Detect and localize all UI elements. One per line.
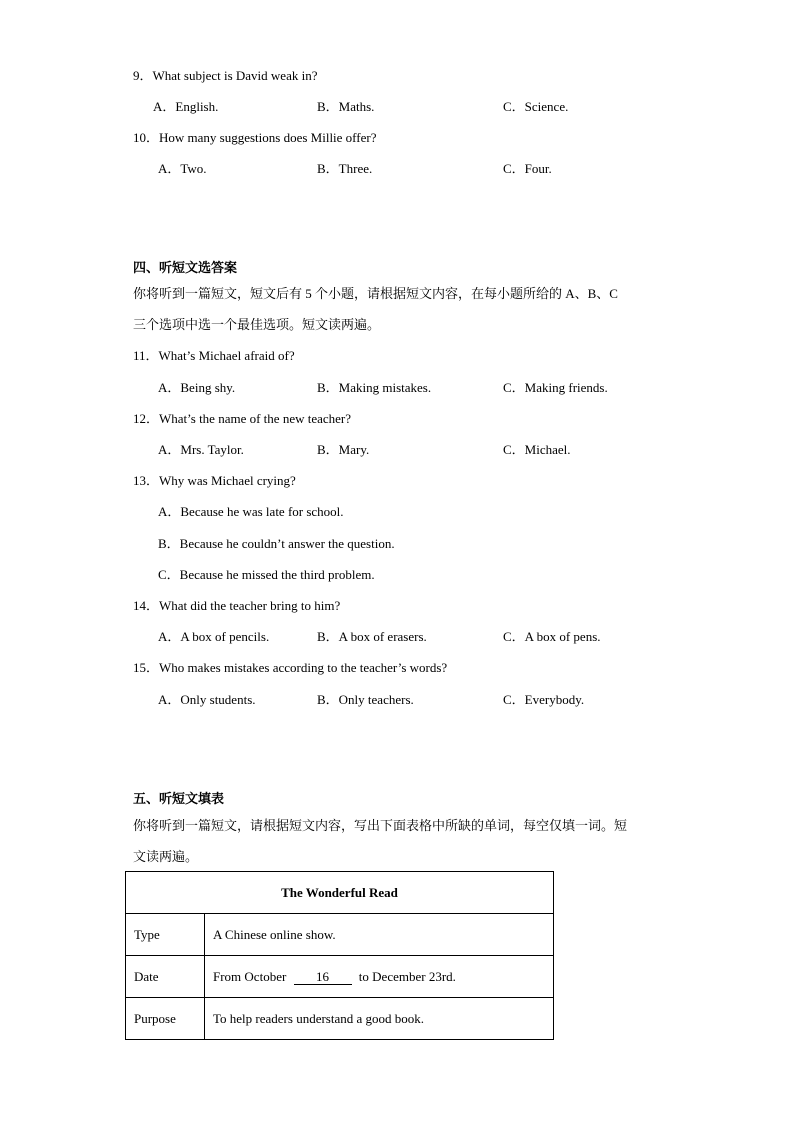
question-14-option-b: B．A box of erasers. [317,629,427,644]
question-13-option-b: B．Because he couldn’t answer the question. [158,536,395,551]
section-5-instruction-line-1: 你将听到一篇短文，请根据短文内容，写出下面表格中所缺的单词，每空仅填一词。短 [133,818,628,833]
question-14-option-c: C．A box of pens. [503,629,601,644]
section-4-heading: 四、听短文选答案 [133,260,238,275]
question-14-stem: 14．What did the teacher bring to him? [133,598,341,613]
question-15-stem: 15．Who makes mistakes according to the teacher’s words? [133,660,448,675]
question-13-stem: 13．Why was Michael crying? [133,473,296,488]
question-12-option-c: C．Michael. [503,442,571,457]
row-label-purpose: Purpose [126,998,205,1040]
date-suffix: to December 23rd. [358,968,456,984]
question-9-option-c: C．Science. [503,99,569,114]
question-11-option-a: A．Being shy. [158,380,236,395]
question-9-option-b: B．Maths. [317,99,375,114]
question-15-option-a: A．Only students. [158,692,256,707]
question-9-stem: 9．What subject is David weak in? [133,68,318,83]
date-blank-answer[interactable]: 16 [294,970,352,985]
question-9-option-a: A．English. [153,99,219,114]
table-title: The Wonderful Read [126,872,554,914]
section-4-instruction-line-2: 三个选项中选一个最佳选项。短文读两遍。 [133,317,381,332]
table-row [126,956,554,998]
section-5-instruction-line-2: 文读两遍。 [133,849,199,864]
date-prefix: From October [213,968,287,984]
row-value-date [205,956,554,998]
question-13-option-a: A．Because he was late for school. [158,504,344,519]
row-label-type: Type [126,914,205,956]
question-10-option-c: C．Four. [503,161,552,176]
question-10-option-a: A．Two. [158,161,207,176]
question-11-option-b: B．Making mistakes. [317,380,432,395]
question-11-stem: 11．What’s Michael afraid of? [133,348,295,363]
question-14-option-a: A．A box of pencils. [158,629,270,644]
question-15-option-c: C．Everybody. [503,692,585,707]
section-4-instruction-line-1: 你将听到一篇短文，短文后有 5 个小题，请根据短文内容，在每小题所给的 A、B、C [133,286,618,301]
question-11-option-c: C．Making friends. [503,380,608,395]
section-5-heading: 五、听短文填表 [133,791,225,806]
row-label-date: Date [126,956,205,998]
question-13-option-c: C．Because he missed the third problem. [158,567,375,582]
row-value-type: A Chinese online show. [205,914,554,956]
table-row [126,914,554,956]
fill-in-table [125,871,554,1040]
question-15-option-b: B．Only teachers. [317,692,414,707]
question-10-stem: 10．How many suggestions does Millie offer? [133,130,377,145]
question-12-option-b: B．Mary. [317,442,370,457]
question-10-option-b: B．Three. [317,161,373,176]
row-value-purpose: To help readers understand a good book. [205,998,554,1040]
question-12-option-a: A．Mrs. Taylor. [158,442,244,457]
question-12-stem: 12．What’s the name of the new teacher? [133,411,352,426]
table-row [126,998,554,1040]
